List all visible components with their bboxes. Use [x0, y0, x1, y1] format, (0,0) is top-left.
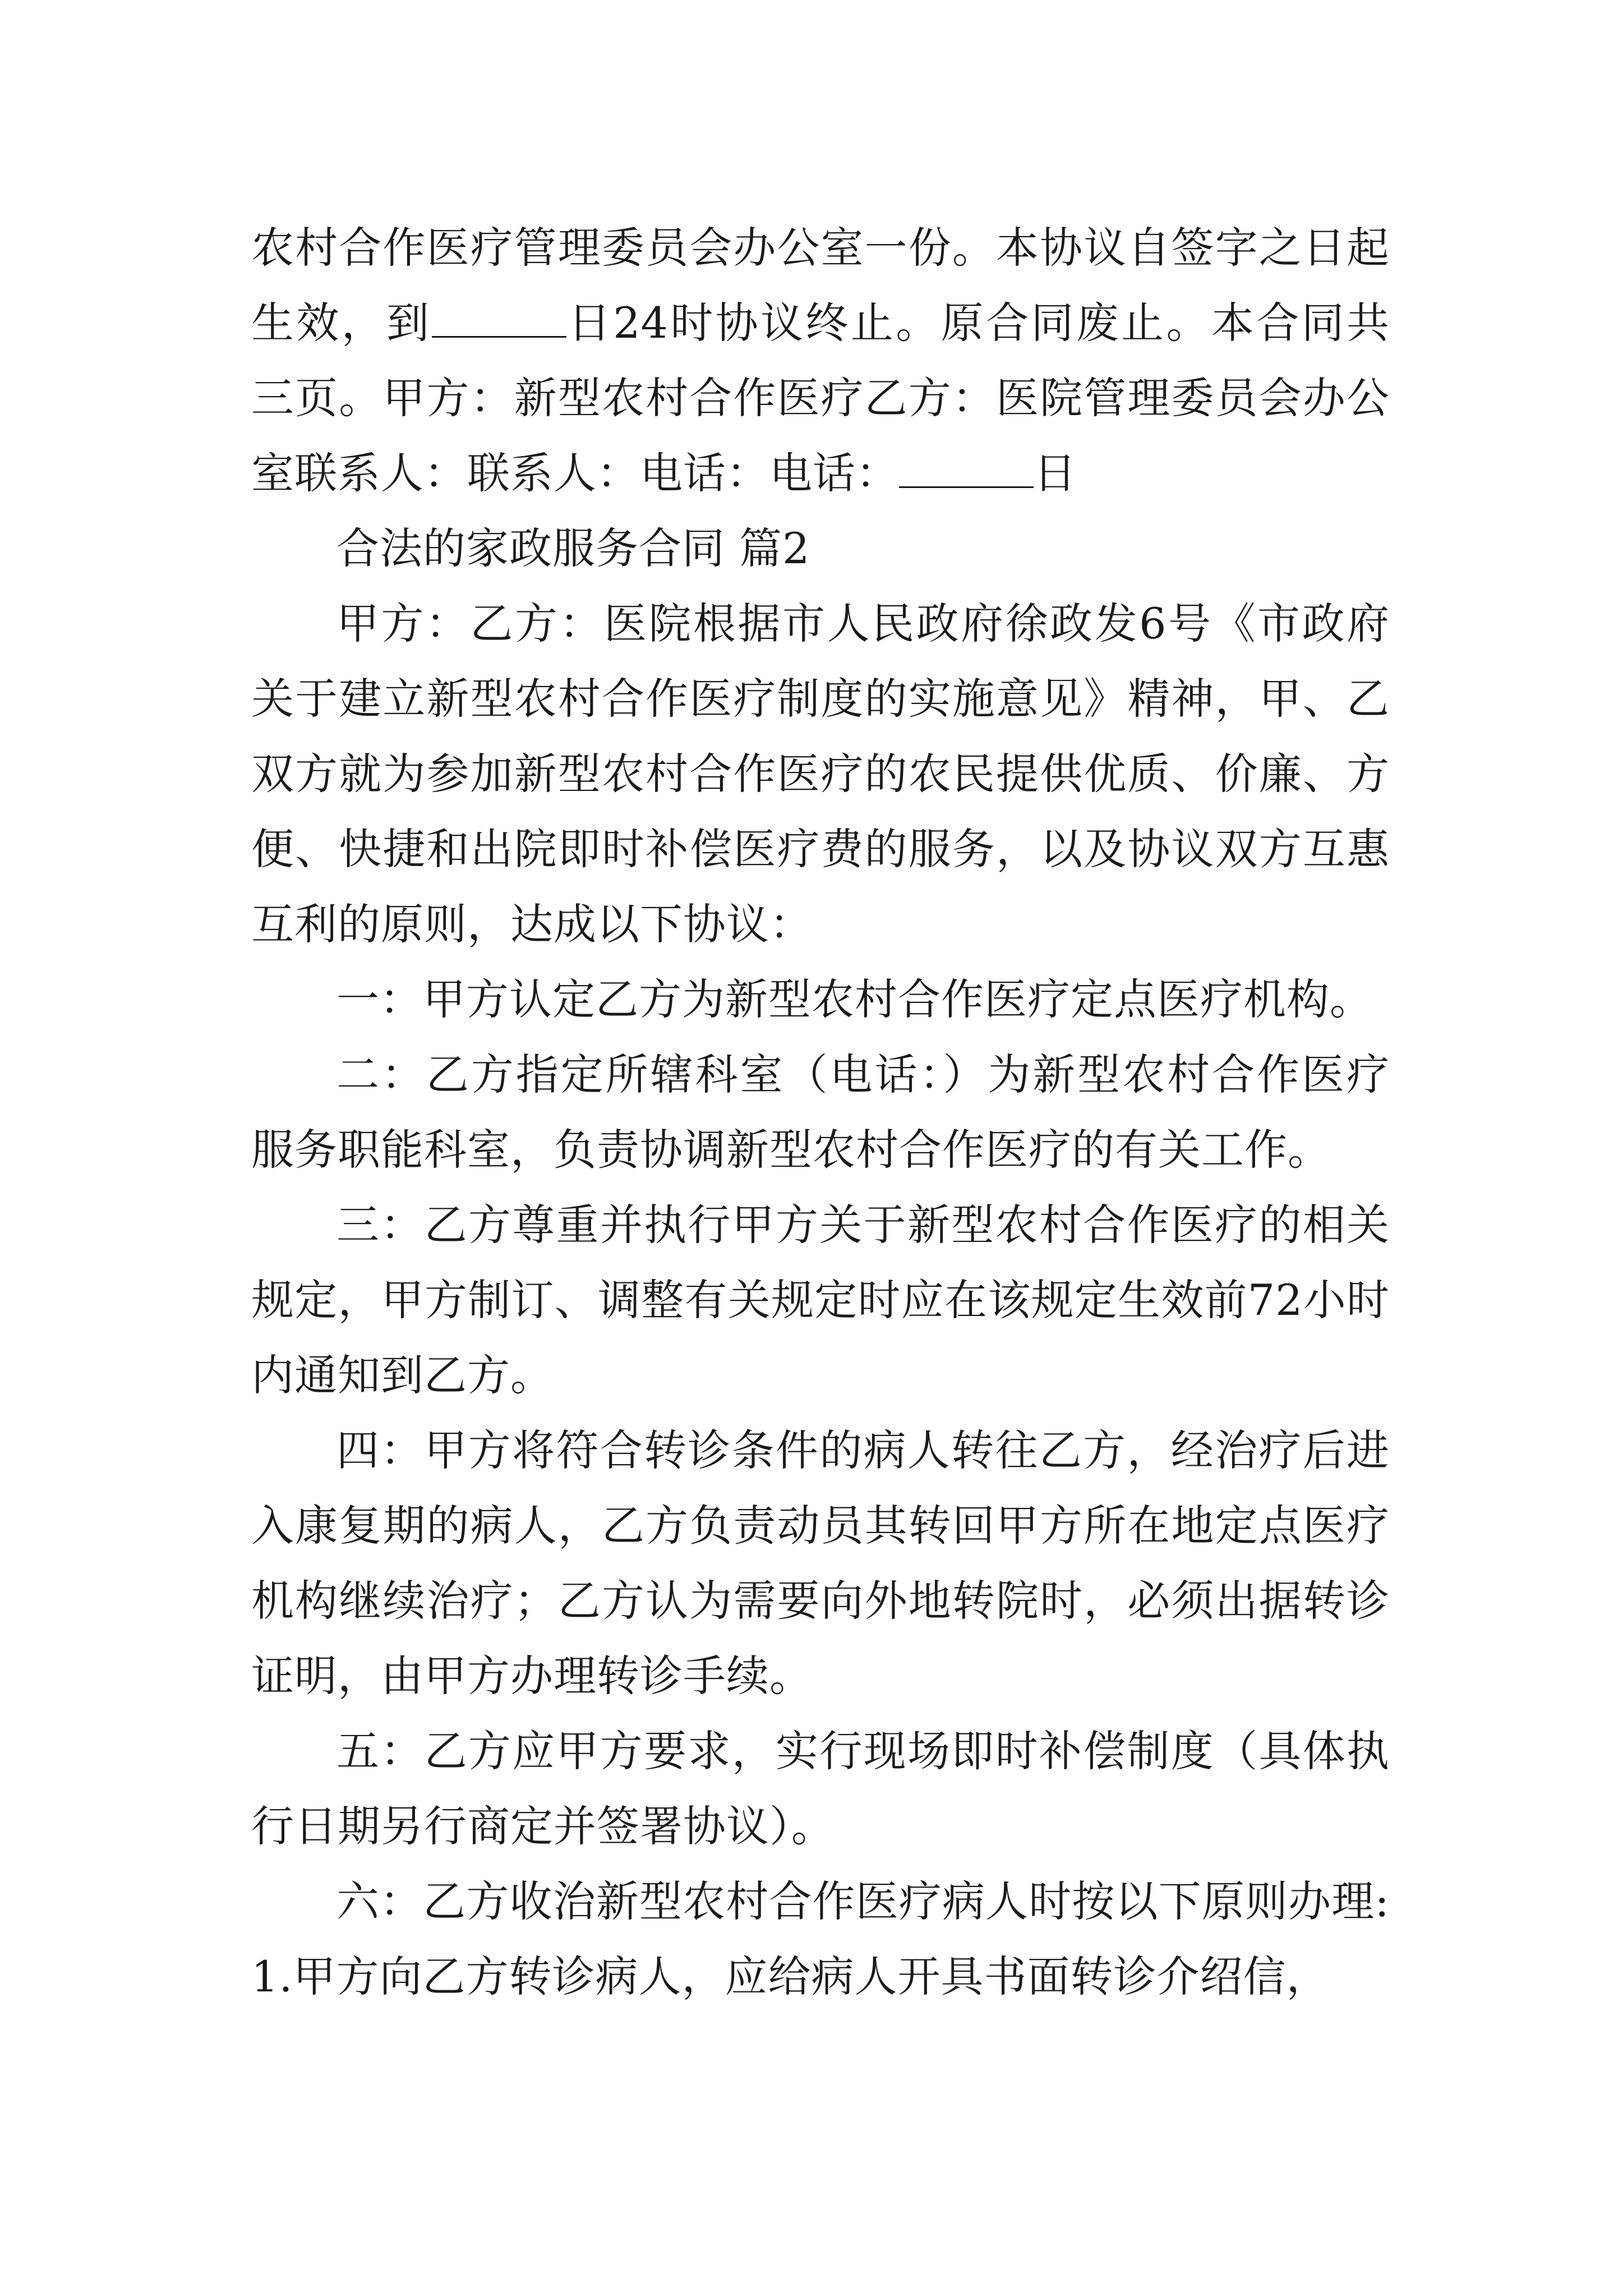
- clause-1: 一：甲方认定乙方为新型农村合作医疗定点医疗机构。: [336, 974, 1373, 1024]
- paragraph-contract-closing: [251, 210, 1390, 511]
- paragraph-text: 农村合作医疗管理委员会办公室一份。本协议自签字之日起生效，到: [251, 223, 1390, 348]
- clause-6: 六：乙方收治新型农村合作医疗病人时按以下原则办理:1.甲方向乙方转诊病人，应给病人开具书面转诊介绍信，: [251, 1876, 1390, 2001]
- paragraph-text: 日24时协议终止。原合同废止。本合同共三页。甲方：新型农村合作医疗乙方：医院管理委员会办公室联系人：联系人：电话：电话：: [251, 298, 1390, 498]
- paragraph-preamble: 甲方：乙方：医院根据市人民政府徐政发6号《市政府关于建立新型农村合作医疗制度的实施意见》精神，甲、乙双方就为参加新型农村合作医疗的农民提供优质、价廉、方便、快捷和出院即时补偿医疗费的服务，以及协议双方互惠互利的原则，达成以下协议：: [251, 599, 1390, 949]
- clause-4: 四：甲方将符合转诊条件的病人转往乙方，经治疗后进入康复期的病人，乙方负责动员其转回甲方所在地定点医疗机构继续治疗；乙方认为需要向外地转院时，必须出据转诊证明，由甲方办理转诊手续。: [251, 1425, 1390, 1701]
- clause-5: 五：乙方应甲方要求，实行现场即时补偿制度（具体执行日期另行商定并签署协议）。: [251, 1726, 1390, 1851]
- clause-2: 二：乙方指定所辖科室（电话：）为新型农村合作医疗服务职能科室，负责协调新型农村合作医疗的有关工作。: [251, 1050, 1390, 1175]
- date-blank-underline: [432, 302, 566, 338]
- date-blank-underline: [899, 453, 1034, 488]
- paragraph-text: 日: [1034, 448, 1077, 498]
- section-heading: 合法的家政服务合同 篇2: [336, 523, 810, 573]
- clause-3: 三：乙方尊重并执行甲方关于新型农村合作医疗的相关规定，甲方制订、调整有关规定时应在该规定生效前72小时内通知到乙方。: [251, 1200, 1390, 1400]
- document-body: [251, 210, 1390, 2014]
